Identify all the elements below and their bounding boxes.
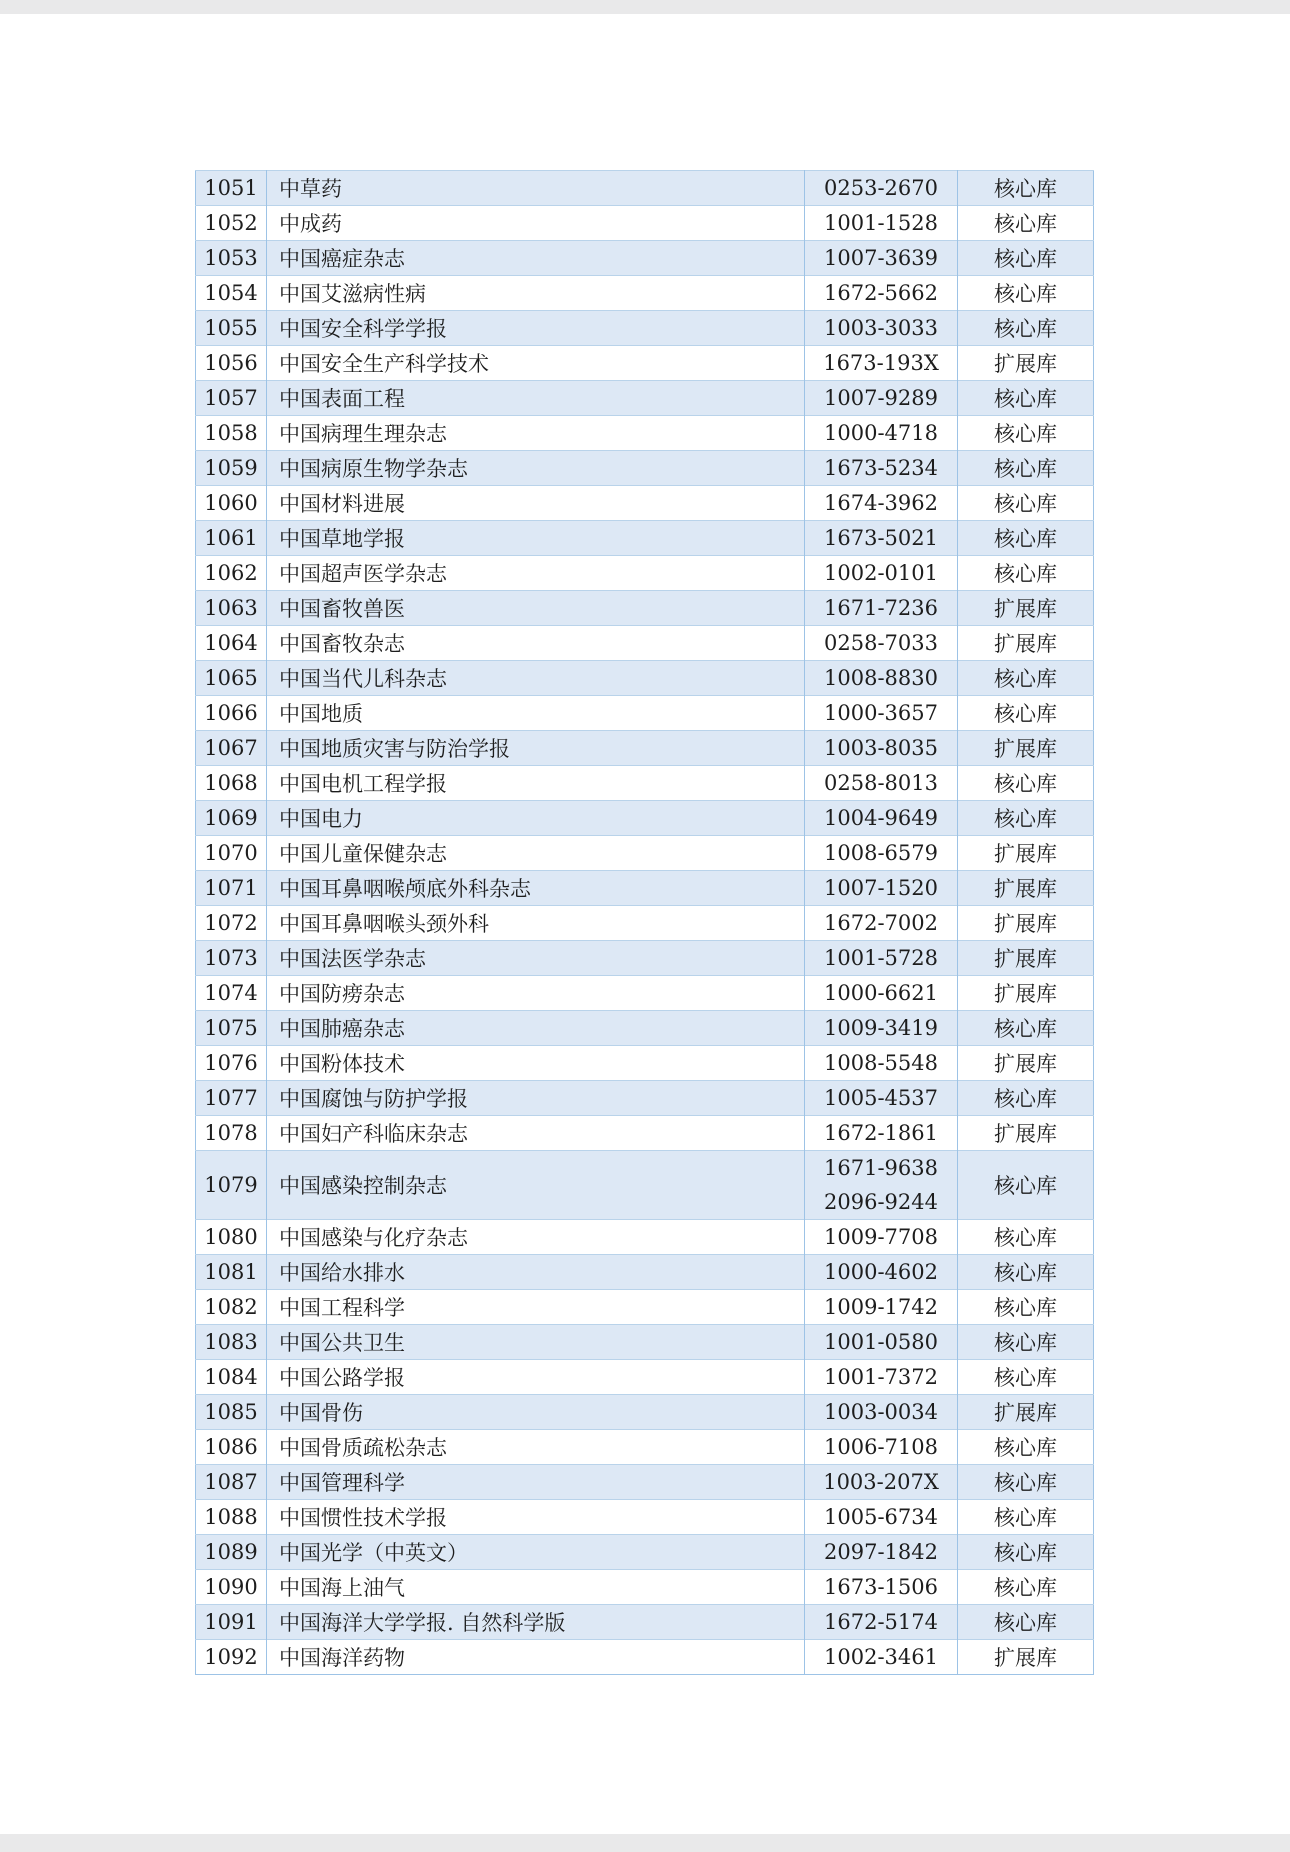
journal-issn — [805, 591, 958, 626]
row-number: 1071 — [196, 871, 267, 906]
journal-issn — [805, 346, 958, 381]
table-row — [196, 696, 1094, 731]
issn-value: 1000-4718 — [824, 421, 938, 445]
journal-issn — [805, 206, 958, 241]
journal-name: 中国安全生产科学技术 — [267, 346, 805, 381]
journal-name: 中国粉体技术 — [267, 1046, 805, 1081]
issn-value: 1674-3962 — [824, 491, 938, 515]
table-row — [196, 171, 1094, 206]
row-number: 1066 — [196, 696, 267, 731]
journal-name: 中国感染控制杂志 — [267, 1151, 805, 1220]
issn-value: 1000-4602 — [824, 1260, 938, 1284]
issn-value: 1671-7236 — [824, 596, 938, 620]
row-number: 1051 — [196, 171, 267, 206]
journal-issn — [805, 1605, 958, 1640]
journal-name: 中国当代儿科杂志 — [267, 661, 805, 696]
row-number: 1055 — [196, 311, 267, 346]
table-row — [196, 661, 1094, 696]
journal-name: 中国表面工程 — [267, 381, 805, 416]
database-category: 核心库 — [958, 486, 1094, 521]
row-number: 1059 — [196, 451, 267, 486]
table-row — [196, 1255, 1094, 1290]
row-number: 1089 — [196, 1535, 267, 1570]
journal-issn — [805, 661, 958, 696]
journal-name: 中国畜牧兽医 — [267, 591, 805, 626]
table-row — [196, 1360, 1094, 1395]
journal-name: 中成药 — [267, 206, 805, 241]
issn-value: 1009-7708 — [824, 1225, 938, 1249]
row-number: 1085 — [196, 1395, 267, 1430]
table-row — [196, 1151, 1094, 1220]
database-category: 扩展库 — [958, 591, 1094, 626]
table-row — [196, 976, 1094, 1011]
issn-value: 1673-5234 — [824, 456, 938, 480]
database-category: 核心库 — [958, 171, 1094, 206]
journal-name: 中国超声医学杂志 — [267, 556, 805, 591]
issn-value: 1003-207X — [823, 1470, 939, 1494]
journal-issn — [805, 1360, 958, 1395]
journal-name: 中国感染与化疗杂志 — [267, 1220, 805, 1255]
table-row — [196, 626, 1094, 661]
journal-name: 中国惯性技术学报 — [267, 1500, 805, 1535]
journal-issn — [805, 1465, 958, 1500]
journal-issn — [805, 381, 958, 416]
row-number: 1064 — [196, 626, 267, 661]
issn-value: 0258-7033 — [824, 631, 938, 655]
journal-issn — [805, 1046, 958, 1081]
database-category: 扩展库 — [958, 1116, 1094, 1151]
database-category: 核心库 — [958, 1220, 1094, 1255]
journal-name: 中国公路学报 — [267, 1360, 805, 1395]
journal-name: 中国耳鼻咽喉头颈外科 — [267, 906, 805, 941]
row-number: 1053 — [196, 241, 267, 276]
journal-issn — [805, 1500, 958, 1535]
database-category: 核心库 — [958, 1151, 1094, 1220]
table-row — [196, 1465, 1094, 1500]
database-category: 扩展库 — [958, 1046, 1094, 1081]
table-row — [196, 1500, 1094, 1535]
journal-name: 中国病理生理杂志 — [267, 416, 805, 451]
table-row — [196, 1570, 1094, 1605]
table-row — [196, 731, 1094, 766]
journal-name: 中国腐蚀与防护学报 — [267, 1081, 805, 1116]
issn-value: 1672-5174 — [824, 1610, 938, 1634]
journal-name: 中国电机工程学报 — [267, 766, 805, 801]
issn-value: 1008-8830 — [824, 666, 938, 690]
issn-value: 1671-9638 — [824, 1156, 938, 1180]
row-number: 1078 — [196, 1116, 267, 1151]
database-category: 核心库 — [958, 1325, 1094, 1360]
database-category: 扩展库 — [958, 731, 1094, 766]
row-number: 1080 — [196, 1220, 267, 1255]
database-category: 核心库 — [958, 1360, 1094, 1395]
journal-name: 中国骨伤 — [267, 1395, 805, 1430]
database-category: 核心库 — [958, 556, 1094, 591]
journal-name: 中国光学（中英文） — [267, 1535, 805, 1570]
issn-value: 1007-3639 — [824, 246, 938, 270]
issn-value: 1673-5021 — [824, 526, 938, 550]
row-number: 1083 — [196, 1325, 267, 1360]
table-row — [196, 871, 1094, 906]
journal-issn — [805, 906, 958, 941]
issn-value: 1001-5728 — [824, 946, 938, 970]
journal-issn — [805, 1290, 958, 1325]
journal-name: 中国艾滋病性病 — [267, 276, 805, 311]
issn-value: 1673-1506 — [824, 1575, 938, 1599]
table-row — [196, 276, 1094, 311]
journal-name: 中国海上油气 — [267, 1570, 805, 1605]
journal-issn — [805, 1116, 958, 1151]
database-category: 核心库 — [958, 1535, 1094, 1570]
table-row — [196, 451, 1094, 486]
journal-issn — [805, 1395, 958, 1430]
row-number: 1084 — [196, 1360, 267, 1395]
issn-value: 0253-2670 — [824, 176, 938, 200]
journal-name: 中国给水排水 — [267, 1255, 805, 1290]
journal-name: 中国海洋大学学报. 自然科学版 — [267, 1605, 805, 1640]
row-number: 1052 — [196, 206, 267, 241]
table-row — [196, 1535, 1094, 1570]
table-row — [196, 416, 1094, 451]
journal-name: 中国安全科学学报 — [267, 311, 805, 346]
database-category: 核心库 — [958, 1605, 1094, 1640]
journal-name: 中国法医学杂志 — [267, 941, 805, 976]
row-number: 1069 — [196, 801, 267, 836]
row-number: 1061 — [196, 521, 267, 556]
row-number: 1081 — [196, 1255, 267, 1290]
table-row — [196, 556, 1094, 591]
database-category: 核心库 — [958, 206, 1094, 241]
journal-issn — [805, 1430, 958, 1465]
issn-value: 1007-1520 — [824, 876, 938, 900]
database-category: 核心库 — [958, 381, 1094, 416]
issn-value: 1000-3657 — [824, 701, 938, 725]
issn-value: 1003-3033 — [824, 316, 938, 340]
database-category: 核心库 — [958, 416, 1094, 451]
issn-value: 1005-4537 — [824, 1086, 938, 1110]
journal-issn — [805, 416, 958, 451]
table-row — [196, 486, 1094, 521]
journal-issn — [805, 941, 958, 976]
row-number: 1079 — [196, 1151, 267, 1220]
table-row — [196, 521, 1094, 556]
database-category: 核心库 — [958, 1430, 1094, 1465]
journal-name: 中国畜牧杂志 — [267, 626, 805, 661]
journal-issn — [805, 556, 958, 591]
row-number: 1077 — [196, 1081, 267, 1116]
database-category: 扩展库 — [958, 1395, 1094, 1430]
database-category: 核心库 — [958, 1500, 1094, 1535]
row-number: 1074 — [196, 976, 267, 1011]
journal-issn — [805, 1535, 958, 1570]
row-number: 1067 — [196, 731, 267, 766]
issn-value: 1009-1742 — [824, 1295, 938, 1319]
row-number: 1056 — [196, 346, 267, 381]
row-number: 1062 — [196, 556, 267, 591]
database-category: 核心库 — [958, 766, 1094, 801]
issn-value: 1001-0580 — [824, 1330, 938, 1354]
issn-value: 1005-6734 — [824, 1505, 938, 1529]
table-row — [196, 1081, 1094, 1116]
journal-issn — [805, 451, 958, 486]
journal-issn — [805, 276, 958, 311]
row-number: 1060 — [196, 486, 267, 521]
issn-value: 2097-1842 — [824, 1540, 938, 1564]
journal-issn — [805, 626, 958, 661]
row-number: 1065 — [196, 661, 267, 696]
journal-issn — [805, 801, 958, 836]
journal-issn — [805, 171, 958, 206]
journal-name: 中国妇产科临床杂志 — [267, 1116, 805, 1151]
journal-issn — [805, 836, 958, 871]
table-row — [196, 1116, 1094, 1151]
table-row — [196, 1220, 1094, 1255]
database-category: 扩展库 — [958, 941, 1094, 976]
database-category: 核心库 — [958, 696, 1094, 731]
issn-value: 1000-6621 — [824, 981, 938, 1005]
database-category: 扩展库 — [958, 906, 1094, 941]
issn-value: 1672-5662 — [824, 281, 938, 305]
journal-name: 中国地质 — [267, 696, 805, 731]
issn-value: 2096-9244 — [824, 1190, 938, 1214]
journal-issn — [805, 731, 958, 766]
journal-name: 中国电力 — [267, 801, 805, 836]
row-number: 1054 — [196, 276, 267, 311]
journal-issn — [805, 976, 958, 1011]
issn-value: 1003-0034 — [824, 1400, 938, 1424]
row-number: 1073 — [196, 941, 267, 976]
issn-value: 1007-9289 — [824, 386, 938, 410]
issn-value: 1009-3419 — [824, 1016, 938, 1040]
document-page — [0, 14, 1290, 1834]
journal-name: 中国防痨杂志 — [267, 976, 805, 1011]
journal-issn — [805, 1081, 958, 1116]
issn-value: 1008-6579 — [824, 841, 938, 865]
table-row — [196, 1046, 1094, 1081]
table-row — [196, 1640, 1094, 1675]
table-row — [196, 941, 1094, 976]
row-number: 1058 — [196, 416, 267, 451]
table-row — [196, 766, 1094, 801]
row-number: 1092 — [196, 1640, 267, 1675]
table-row — [196, 836, 1094, 871]
table-row — [196, 1395, 1094, 1430]
issn-value: 0258-8013 — [824, 771, 938, 795]
journal-name: 中国工程科学 — [267, 1290, 805, 1325]
journal-name: 中国海洋药物 — [267, 1640, 805, 1675]
journal-name: 中国材料进展 — [267, 486, 805, 521]
database-category: 核心库 — [958, 1290, 1094, 1325]
table-row — [196, 1011, 1094, 1046]
row-number: 1076 — [196, 1046, 267, 1081]
database-category: 扩展库 — [958, 626, 1094, 661]
database-category: 核心库 — [958, 1570, 1094, 1605]
row-number: 1086 — [196, 1430, 267, 1465]
journal-name: 中草药 — [267, 171, 805, 206]
database-category: 核心库 — [958, 1011, 1094, 1046]
table-row — [196, 381, 1094, 416]
row-number: 1072 — [196, 906, 267, 941]
journal-issn — [805, 766, 958, 801]
journal-issn — [805, 1255, 958, 1290]
journal-name: 中国草地学报 — [267, 521, 805, 556]
database-category: 扩展库 — [958, 1640, 1094, 1675]
journal-table — [195, 170, 1094, 1675]
journal-issn — [805, 1640, 958, 1675]
database-category: 扩展库 — [958, 976, 1094, 1011]
database-category: 核心库 — [958, 1465, 1094, 1500]
database-category: 核心库 — [958, 661, 1094, 696]
journal-table-body — [196, 171, 1094, 1675]
issn-value: 1004-9649 — [824, 806, 938, 830]
journal-issn — [805, 1570, 958, 1605]
row-number: 1087 — [196, 1465, 267, 1500]
row-number: 1063 — [196, 591, 267, 626]
row-number: 1070 — [196, 836, 267, 871]
journal-issn — [805, 241, 958, 276]
journal-name: 中国管理科学 — [267, 1465, 805, 1500]
row-number: 1075 — [196, 1011, 267, 1046]
table-row — [196, 206, 1094, 241]
table-row — [196, 906, 1094, 941]
database-category: 扩展库 — [958, 836, 1094, 871]
journal-name: 中国肺癌杂志 — [267, 1011, 805, 1046]
database-category: 核心库 — [958, 241, 1094, 276]
issn-value: 1001-1528 — [824, 211, 938, 235]
row-number: 1091 — [196, 1605, 267, 1640]
row-number: 1068 — [196, 766, 267, 801]
table-row — [196, 1290, 1094, 1325]
table-row — [196, 801, 1094, 836]
journal-issn — [805, 521, 958, 556]
journal-issn — [805, 486, 958, 521]
table-row — [196, 1430, 1094, 1465]
issn-value: 1006-7108 — [824, 1435, 938, 1459]
journal-name: 中国公共卫生 — [267, 1325, 805, 1360]
issn-value: 1002-0101 — [824, 561, 938, 585]
journal-name: 中国耳鼻咽喉颅底外科杂志 — [267, 871, 805, 906]
row-number: 1090 — [196, 1570, 267, 1605]
journal-issn — [805, 696, 958, 731]
issn-value: 1002-3461 — [824, 1645, 938, 1669]
row-number: 1057 — [196, 381, 267, 416]
database-category: 扩展库 — [958, 871, 1094, 906]
row-number: 1088 — [196, 1500, 267, 1535]
journal-name: 中国地质灾害与防治学报 — [267, 731, 805, 766]
database-category: 核心库 — [958, 311, 1094, 346]
journal-issn — [805, 1220, 958, 1255]
database-category: 核心库 — [958, 1081, 1094, 1116]
database-category: 扩展库 — [958, 346, 1094, 381]
table-row — [196, 346, 1094, 381]
journal-issn — [805, 311, 958, 346]
row-number: 1082 — [196, 1290, 267, 1325]
journal-issn — [805, 871, 958, 906]
table-row — [196, 591, 1094, 626]
journal-issn — [805, 1011, 958, 1046]
issn-value: 1673-193X — [823, 351, 939, 375]
table-row — [196, 1325, 1094, 1360]
table-row — [196, 241, 1094, 276]
database-category: 核心库 — [958, 451, 1094, 486]
issn-value: 1008-5548 — [824, 1051, 938, 1075]
database-category: 核心库 — [958, 276, 1094, 311]
journal-name: 中国儿童保健杂志 — [267, 836, 805, 871]
issn-value: 1672-7002 — [824, 911, 938, 935]
issn-value: 1672-1861 — [824, 1121, 938, 1145]
table-row — [196, 311, 1094, 346]
journal-name: 中国病原生物学杂志 — [267, 451, 805, 486]
database-category: 核心库 — [958, 521, 1094, 556]
journal-issn — [805, 1325, 958, 1360]
issn-value: 1003-8035 — [824, 736, 938, 760]
database-category: 核心库 — [958, 801, 1094, 836]
database-category: 核心库 — [958, 1255, 1094, 1290]
journal-issn — [805, 1151, 958, 1220]
issn-value: 1001-7372 — [824, 1365, 938, 1389]
journal-name: 中国癌症杂志 — [267, 241, 805, 276]
journal-name: 中国骨质疏松杂志 — [267, 1430, 805, 1465]
table-row — [196, 1605, 1094, 1640]
